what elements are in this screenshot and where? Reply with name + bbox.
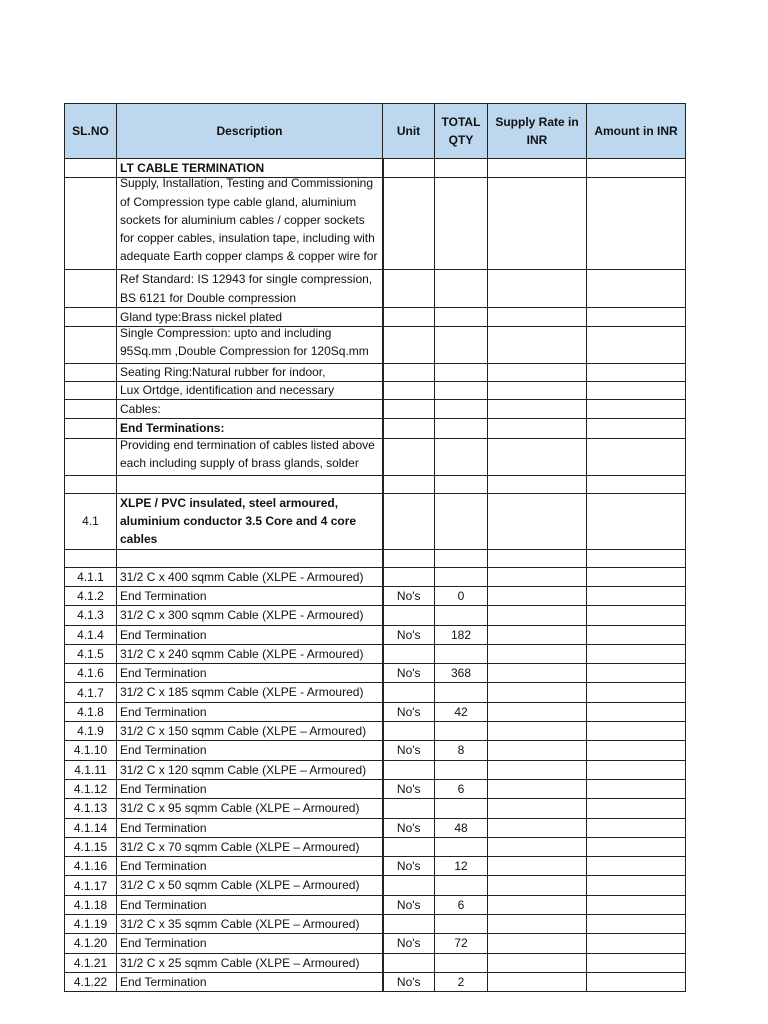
- amount-cell: [587, 702, 686, 721]
- qty-cell: 2: [435, 972, 488, 991]
- lux-ortdge-text: Lux Ortdge, identification and necessary: [120, 382, 335, 397]
- sl-no-cell: 4.1.14: [65, 818, 117, 837]
- amount-cell: [587, 625, 686, 644]
- table-row: [65, 799, 686, 818]
- description-cell: 31/2 C x 185 sqmm Cable (XLPE - Armoured): [117, 683, 383, 702]
- blank-row: [65, 549, 686, 567]
- supply-rate-cell: [488, 799, 587, 818]
- unit-cell: No's: [383, 586, 435, 605]
- supply-rate-cell: [488, 818, 587, 837]
- intro-row: [65, 438, 686, 475]
- section-title: XLPE / PVC insulated, steel armoured, aluminium conductor 3.5 Core and 4 core cables: [117, 493, 383, 549]
- section-title: LT CABLE TERMINATION: [117, 159, 383, 178]
- amount-cell: [587, 683, 686, 702]
- unit-cell: No's: [383, 702, 435, 721]
- supply-rate-cell: [488, 664, 587, 683]
- qty-cell: [435, 722, 488, 741]
- qty-cell: [435, 644, 488, 663]
- amount-cell: [587, 567, 686, 586]
- sl-no-cell: 4.1.18: [65, 895, 117, 914]
- sl-no-cell: 4.1.21: [65, 953, 117, 972]
- table-row: [65, 779, 686, 798]
- seating-ring-text: Seating Ring:Natural rubber for indoor,: [120, 365, 326, 380]
- table-row: [65, 857, 686, 876]
- unit-cell: No's: [383, 895, 435, 914]
- amount-cell: [587, 722, 686, 741]
- supply-rate-cell: [488, 606, 587, 625]
- description-cell: 31/2 C x 95 sqmm Cable (XLPE – Armoured): [117, 799, 383, 818]
- description-cell: 31/2 C x 70 sqmm Cable (XLPE – Armoured): [117, 837, 383, 856]
- table-row: [65, 683, 686, 702]
- description-cell: End Termination: [117, 664, 383, 683]
- qty-cell: 0: [435, 586, 488, 605]
- description-cell: End Termination: [117, 972, 383, 991]
- amount-cell: [587, 818, 686, 837]
- qty-cell: 6: [435, 779, 488, 798]
- amount-cell: [587, 779, 686, 798]
- amount-cell: [587, 799, 686, 818]
- supply-rate-cell: [488, 567, 587, 586]
- intro-row: [65, 178, 686, 270]
- header-supply-rate: Supply Rate in INR: [488, 104, 587, 159]
- sl-no-cell: 4.1.15: [65, 837, 117, 856]
- table-row: [65, 567, 686, 586]
- sl-no-cell: 4.1.11: [65, 760, 117, 779]
- intro-row: [65, 364, 686, 382]
- sl-no-cell: 4.1.13: [65, 799, 117, 818]
- table-row: [65, 741, 686, 760]
- header-row: [65, 104, 686, 159]
- sl-no-cell: 4.1.17: [65, 876, 117, 895]
- amount-cell: [587, 972, 686, 991]
- single-compression-text: Single Compression: upto and including 95Sq.mm ,Double Compression for 120Sq.mm: [120, 326, 369, 359]
- table-row: [65, 972, 686, 991]
- description-cell: 31/2 C x 300 sqmm Cable (XLPE - Armoured): [117, 606, 383, 625]
- table-row: [65, 625, 686, 644]
- unit-cell: No's: [383, 779, 435, 798]
- description-cell: End Termination: [117, 741, 383, 760]
- blank-row: [65, 475, 686, 493]
- intro-row: [65, 159, 686, 178]
- qty-cell: 12: [435, 857, 488, 876]
- amount-cell: [587, 760, 686, 779]
- amount-cell: [587, 741, 686, 760]
- description-cell: End Termination: [117, 779, 383, 798]
- header-description: Description: [117, 104, 383, 159]
- unit-cell: [383, 722, 435, 741]
- sl-no-cell: 4.1.3: [65, 606, 117, 625]
- qty-cell: [435, 876, 488, 895]
- amount-cell: [587, 895, 686, 914]
- sl-no-cell: 4.1.9: [65, 722, 117, 741]
- qty-cell: [435, 606, 488, 625]
- sl-no-cell: 4.1.5: [65, 644, 117, 663]
- table-row: [65, 606, 686, 625]
- description-cell: 31/2 C x 25 sqmm Cable (XLPE – Armoured): [117, 953, 383, 972]
- supply-rate-cell: [488, 915, 587, 934]
- amount-cell: [587, 837, 686, 856]
- unit-cell: [383, 876, 435, 895]
- amount-cell: [587, 953, 686, 972]
- supply-rate-cell: [488, 760, 587, 779]
- sl-no-cell: 4.1.7: [65, 683, 117, 702]
- qty-cell: 48: [435, 818, 488, 837]
- intro-row: [65, 382, 686, 400]
- table-row: [65, 876, 686, 895]
- description-cell: End Termination: [117, 818, 383, 837]
- unit-cell: [383, 799, 435, 818]
- supply-rate-cell: [488, 586, 587, 605]
- unit-cell: [383, 683, 435, 702]
- description-cell: 31/2 C x 400 sqmm Cable (XLPE - Armoured): [117, 567, 383, 586]
- supply-rate-cell: [488, 722, 587, 741]
- amount-cell: [587, 644, 686, 663]
- amount-cell: [587, 606, 686, 625]
- qty-cell: [435, 799, 488, 818]
- header-total-qty: TOTAL QTY: [435, 104, 488, 159]
- description-cell: End Termination: [117, 625, 383, 644]
- amount-cell: [587, 586, 686, 605]
- amount-cell: [587, 915, 686, 934]
- section-row: [65, 493, 686, 549]
- intro-row: [65, 400, 686, 419]
- unit-cell: [383, 567, 435, 586]
- supply-rate-cell: [488, 644, 587, 663]
- intro-row: [65, 307, 686, 326]
- amount-cell: [587, 664, 686, 683]
- supply-rate-cell: [488, 895, 587, 914]
- unit-cell: No's: [383, 664, 435, 683]
- sl-no-cell: 4.1.20: [65, 934, 117, 953]
- supply-rate-cell: [488, 972, 587, 991]
- qty-cell: 182: [435, 625, 488, 644]
- sl-no-cell: 4.1.22: [65, 972, 117, 991]
- amount-cell: [587, 934, 686, 953]
- supply-rate-cell: [488, 934, 587, 953]
- sl-no-cell: 4.1.10: [65, 741, 117, 760]
- gland-type: Gland type:Brass nickel plated: [117, 307, 383, 326]
- amount-cell: [587, 857, 686, 876]
- qty-cell: 6: [435, 895, 488, 914]
- intro-row: [65, 327, 686, 364]
- table-row: [65, 895, 686, 914]
- qty-cell: [435, 760, 488, 779]
- sl-no-cell: 4.1.16: [65, 857, 117, 876]
- qty-cell: 72: [435, 934, 488, 953]
- unit-cell: No's: [383, 741, 435, 760]
- header-sl-no: SL.NO: [65, 104, 117, 159]
- description-cell: 31/2 C x 150 sqmm Cable (XLPE – Armoured): [117, 722, 383, 741]
- qty-cell: [435, 915, 488, 934]
- table-row: [65, 837, 686, 856]
- supply-rate-cell: [488, 625, 587, 644]
- supply-rate-cell: [488, 876, 587, 895]
- unit-cell: No's: [383, 857, 435, 876]
- description-cell: 31/2 C x 240 sqmm Cable (XLPE - Armoured): [117, 644, 383, 663]
- qty-cell: 368: [435, 664, 488, 683]
- sl-no-cell: 4.1.8: [65, 702, 117, 721]
- sl-no-cell: 4.1.2: [65, 586, 117, 605]
- supply-rate-cell: [488, 779, 587, 798]
- table-row: [65, 644, 686, 663]
- description-cell: End Termination: [117, 895, 383, 914]
- cables-label: Cables:: [117, 400, 383, 419]
- description-cell: 31/2 C x 50 sqmm Cable (XLPE – Armoured): [117, 876, 383, 895]
- qty-cell: [435, 953, 488, 972]
- unit-cell: [383, 837, 435, 856]
- qty-cell: [435, 683, 488, 702]
- qty-cell: 8: [435, 741, 488, 760]
- section-sl-no: 4.1: [65, 493, 117, 549]
- unit-cell: No's: [383, 934, 435, 953]
- unit-cell: [383, 953, 435, 972]
- table-row: [65, 818, 686, 837]
- unit-cell: [383, 644, 435, 663]
- supply-rate-cell: [488, 702, 587, 721]
- unit-cell: No's: [383, 625, 435, 644]
- amount-cell: [587, 876, 686, 895]
- header-amount: Amount in INR: [587, 104, 686, 159]
- description-cell: End Termination: [117, 586, 383, 605]
- table-row: [65, 934, 686, 953]
- sl-no-cell: 4.1.4: [65, 625, 117, 644]
- table-row: [65, 915, 686, 934]
- table-row: [65, 664, 686, 683]
- unit-cell: No's: [383, 818, 435, 837]
- description-cell: End Termination: [117, 702, 383, 721]
- intro-row: [65, 270, 686, 308]
- qty-cell: [435, 567, 488, 586]
- header-unit: Unit: [383, 104, 435, 159]
- supply-rate-cell: [488, 837, 587, 856]
- supply-rate-cell: [488, 741, 587, 760]
- description-cell: End Termination: [117, 857, 383, 876]
- sl-no-cell: 4.1.6: [65, 664, 117, 683]
- unit-cell: [383, 760, 435, 779]
- unit-cell: [383, 606, 435, 625]
- supply-rate-cell: [488, 953, 587, 972]
- intro-row: [65, 419, 686, 438]
- end-terminations-label: End Terminations:: [117, 419, 383, 438]
- supply-text: Supply, Installation, Testing and Commissioning of Compression type cable gland, aluminium sockets for aluminium cables / copper sockets for copper cables, insulation tape, including with adequate Earth copper clamps & copper wire for: [120, 177, 378, 264]
- qty-cell: 42: [435, 702, 488, 721]
- qty-cell: [435, 837, 488, 856]
- sl-no-cell: 4.1.1: [65, 567, 117, 586]
- description-cell: 31/2 C x 35 sqmm Cable (XLPE – Armoured): [117, 915, 383, 934]
- description-cell: 31/2 C x 120 sqmm Cable (XLPE – Armoured): [117, 760, 383, 779]
- table-row: [65, 722, 686, 741]
- unit-cell: [383, 915, 435, 934]
- bill-of-quantities-table: [64, 103, 686, 992]
- table-row: [65, 953, 686, 972]
- supply-rate-cell: [488, 857, 587, 876]
- description-cell: End Termination: [117, 934, 383, 953]
- providing-text: Providing end termination of cables listed above each including supply of brass glands, solder: [120, 438, 375, 471]
- ref-standard: Ref Standard: IS 12943 for single compression, BS 6121 for Double compression: [117, 270, 383, 308]
- sl-no-cell: 4.1.19: [65, 915, 117, 934]
- table-row: [65, 702, 686, 721]
- unit-cell: No's: [383, 972, 435, 991]
- sl-no-cell: 4.1.12: [65, 779, 117, 798]
- table-row: [65, 586, 686, 605]
- supply-rate-cell: [488, 683, 587, 702]
- table-row: [65, 760, 686, 779]
